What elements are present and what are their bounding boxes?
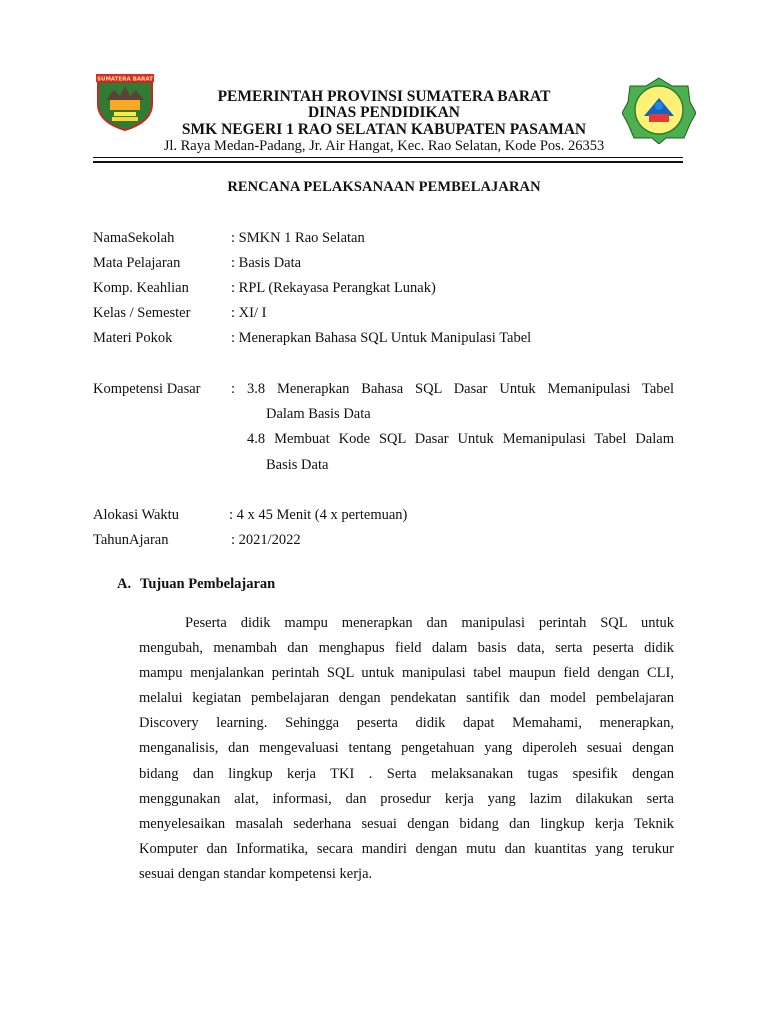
section-a-number: A. [117, 576, 132, 592]
paragraph-line: Discovery learning. Sehingga peserta didik dapat Memahami, menerapkan, [139, 715, 674, 731]
paragraph-line: mampu menjalankan perintah SQL untuk manipulasi tabel maupun field dengan CLI, [139, 665, 674, 681]
paragraph-line: mengubah, menambah dan menghapus field dalam basis data, serta peserta didik [139, 640, 674, 656]
paragraph-line: menggunakan alat, informasi, dan prosedur kerja yang lazim dilakukan serta [139, 791, 674, 807]
header-government: PEMERINTAH PROVINSI SUMATERA BARAT [217, 88, 551, 105]
kompetensi-kd1-line2: Dalam Basis Data [266, 406, 371, 422]
kompetensi-colon: : [231, 381, 236, 397]
identity-value: : RPL (Rekayasa Perangkat Lunak) [231, 280, 436, 296]
section-a-title: Tujuan Pembelajaran [140, 576, 276, 592]
header-department: DINAS PENDIDIKAN [307, 104, 460, 121]
header-address: Jl. Raya Medan-Padang, Jr. Air Hangat, Kec. Rao Selatan, Kode Pos. 26353 [163, 138, 605, 154]
time-value: : 2021/2022 [231, 532, 301, 548]
time-label: Alokasi Waktu [93, 507, 179, 523]
paragraph-line: Komputer dan Informatika, secara mandiri dengan mutu dan kuantitas yang terukur [139, 841, 674, 857]
kompetensi-label: Kompetensi Dasar [93, 381, 201, 397]
time-value: : 4 x 45 Menit (4 x pertemuan) [229, 507, 408, 523]
paragraph-line: Peserta didik mampu menerapkan dan manipulasi perintah SQL untuk [185, 615, 674, 631]
paragraph-line: bidang dan lingkup kerja TKI . Serta melaksanakan tugas spesifik dengan [139, 766, 674, 782]
identity-label: Kelas / Semester [93, 305, 191, 321]
identity-label: Materi Pokok [93, 330, 173, 346]
paragraph-line: sesuai dengan standar kompetensi kerja. [139, 866, 373, 882]
kompetensi-kd2-line1: 4.8 Membuat Kode SQL Dasar Untuk Memanipulasi Tabel Dalam [247, 431, 674, 447]
header-divider-thick [93, 161, 683, 163]
identity-value: : SMKN 1 Rao Selatan [231, 230, 365, 246]
identity-value: : Basis Data [231, 255, 302, 271]
identity-value: : Menerapkan Bahasa SQL Untuk Manipulasi Tabel [231, 330, 532, 346]
paragraph-line: melalui kegiatan pembelajaran dengan pendekatan santifik dan model pembelajaran [139, 690, 674, 706]
identity-label: NamaSekolah [93, 230, 175, 246]
kompetensi-kd2-line2: Basis Data [266, 457, 329, 473]
paragraph-line: menganalisis, dan mengevaluasi tentang pengetahuan yang diperoleh sesuai dengan [139, 740, 674, 756]
time-label: TahunAjaran [93, 532, 169, 548]
identity-label: Mata Pelajaran [93, 255, 181, 271]
document-title: RENCANA PELAKSANAAN PEMBELAJARAN [227, 179, 541, 195]
identity-label: Komp. Keahlian [93, 280, 189, 296]
section-a-heading [117, 576, 275, 593]
kompetensi-kd1-line1: 3.8 Menerapkan Bahasa SQL Dasar Untuk Memanipulasi Tabel [247, 381, 674, 397]
left-logo-text: SUMATERA BARAT [97, 76, 153, 83]
identity-value: : XI/ I [231, 305, 267, 321]
paragraph-line: menyelesaikan masalah sederhana sesuai dengan bidang dan lingkup kerja Teknik [139, 816, 674, 832]
header-school: SMK NEGERI 1 RAO SELATAN KABUPATEN PASAMAN [181, 121, 587, 138]
header-divider-thin [93, 157, 683, 158]
